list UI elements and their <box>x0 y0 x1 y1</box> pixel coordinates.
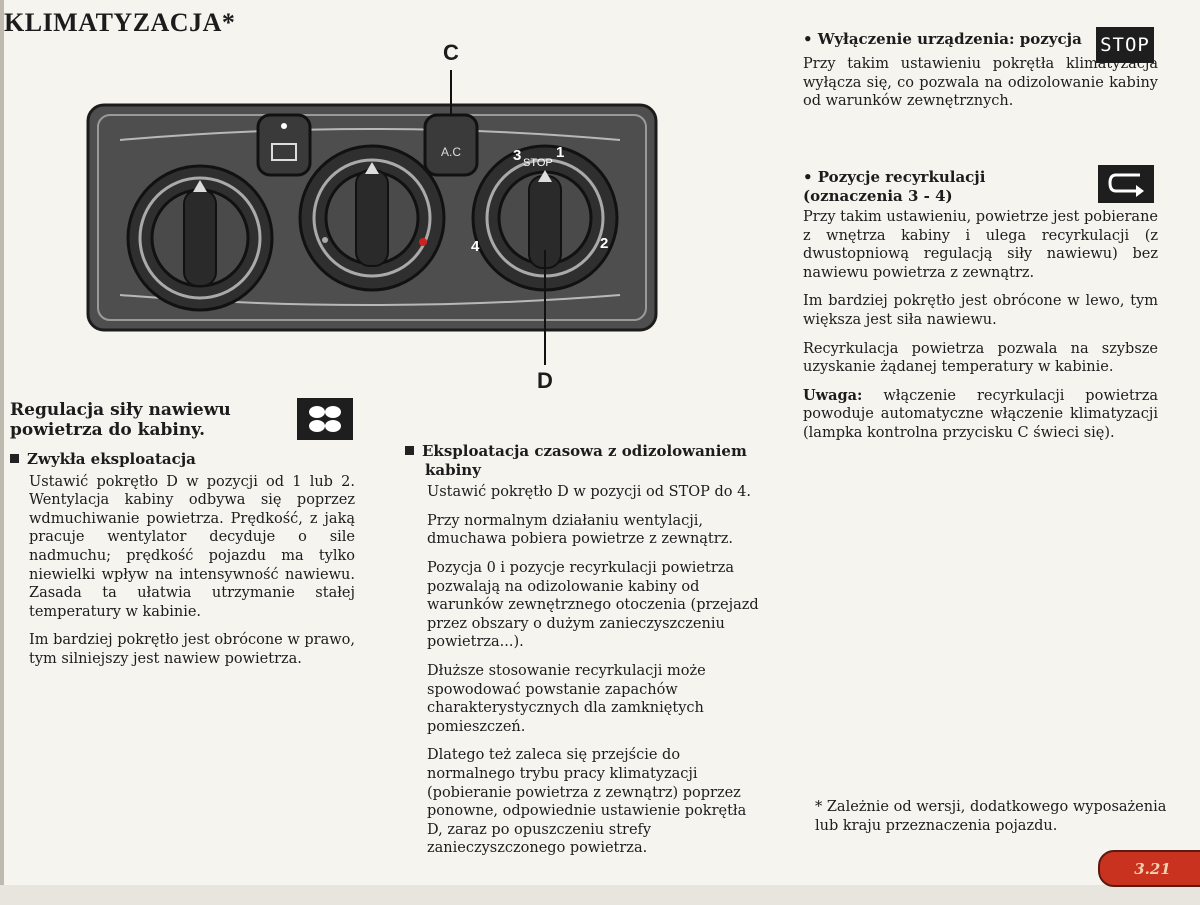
control-panel-diagram <box>80 40 680 400</box>
fan-heading: Regulacja siły nawiewu powietrza do kabiny. <box>10 400 231 440</box>
dial-position-stop: STOP <box>523 157 553 169</box>
page-title: KLIMATYZACJA* <box>4 8 236 37</box>
dial-position-1: 1 <box>556 144 565 161</box>
dial-position-2: 2 <box>600 235 609 252</box>
column-3-stop <box>803 55 1158 121</box>
isolation-p4: Dłuższe stosowanie recyrkulacji może spowodować powstanie zapachów charakterystycznych dla zamkniętych pomieszczeń. <box>427 662 706 735</box>
note-text: włączenie recyrkulacji powietrza powoduje automatyczne włączenie klimatyzacji (lampka kontrolna przycisku C świeci się). <box>803 387 1158 441</box>
normal-use-paragraph: Ustawić pokrętło D w pozycji od 1 lub 2. Wentylacja kabiny odbywa się poprzez wdmuchiwanie powietrza. Prędkość, z jaką pracuje wentylator decyduje o sile nadmuchu; prędkość pojazdu ma tylko niewielki wpływ na intensywność nawiewu. Zasada ta ułatwia utrzymanie stałej temperatury w kabinie. <box>29 473 355 620</box>
dial-position-4: 4 <box>471 238 480 255</box>
rear-defrost-led <box>281 123 287 129</box>
column-2 <box>405 442 760 868</box>
isolation-subheading: Eksploatacja czasowa z odizolowaniem kabiny <box>405 442 760 479</box>
isolation-p5: Dlatego też zaleca się przejście do normalnego trybu pracy klimatyzacji (pobieranie powietrza z zewnątrz) poprzez ponowne, odpowiednie ustawienie pokrętła D, zaraz po opuszczeniu strefy zanieczyszczonego powietrza. <box>427 747 747 857</box>
column-3-top <box>803 30 1088 49</box>
column-3-recirc-title <box>803 168 1073 205</box>
page-number-tab: 3.21 <box>1098 850 1200 887</box>
temperature-dial <box>300 146 444 290</box>
bullet-square <box>10 454 19 463</box>
isolation-p3: Pozycja 0 i pozycje recyrkulacji powietrza pozwalają na odizolowanie kabiny od warunków zewnętrznego otoczenia (przejazd przez obszary o dużym zanieczyszczeniu powietrza...). <box>427 559 759 651</box>
fan-direction-paragraph: Im bardziej pokrętło jest obrócone w prawo, tym silniejszy jest nawiew powietrza. <box>29 632 356 667</box>
fan-icon <box>297 398 353 440</box>
bullet-square <box>405 446 414 455</box>
ac-button-label: A.C <box>440 145 462 159</box>
recirc-text: Przy takim ustawieniu, powietrze jest pobierane z wnętrza kabiny i ulega recyrkulacji (z dwustopniową regulacją siły nawiewu) bez nawiewu powietrza z zewnątrz. <box>803 209 1158 281</box>
isolation-p1: Ustawić pokrętło D w pozycji od STOP do 4. <box>427 484 751 501</box>
recirc-speed: Recyrkulacja powietrza pozwala na szybsze uzyskanie żądanej temperatury w kabinie. <box>803 340 1158 376</box>
recirc-title: • Pozycje recyrkulacji (oznaczenia 3 - 4) <box>803 168 986 205</box>
stop-icon: STOP <box>1096 27 1154 63</box>
distribution-dial <box>128 166 272 310</box>
recirc-direction: Im bardziej pokrętło jest obrócone w lewo, tym większa jest siła nawiewu. <box>803 293 1158 328</box>
page-bottom-band <box>0 885 1200 905</box>
note-paragraph <box>803 387 1158 443</box>
column-1-body <box>10 450 355 679</box>
label-c: C <box>443 40 459 65</box>
column-3-body <box>803 208 1158 453</box>
stop-position-title: • Wyłączenie urządzenia: pozycja <box>803 30 1082 48</box>
footnote: * Zależnie od wersji, dodatkowego wyposażenia lub kraju przeznaczenia pojazdu. <box>815 799 1167 834</box>
dial-position-3: 3 <box>513 147 522 164</box>
column-1 <box>10 400 275 440</box>
page-edge <box>0 0 4 905</box>
normal-use-subheading: Zwykła eksploatacja <box>10 450 355 469</box>
stop-position-text: Przy takim ustawieniu pokrętła klimatyzacja wyłącza się, co pozwala na odizolowanie kabiny od warunków zewnętrznych. <box>803 56 1158 110</box>
isolation-p2: Przy normalnym działaniu wentylacji, dmuchawa pobiera powietrze z zewnątrz. <box>427 512 733 548</box>
label-d: D <box>537 368 553 393</box>
recirculation-icon <box>1098 165 1154 203</box>
note-label: Uwaga: <box>803 386 863 404</box>
